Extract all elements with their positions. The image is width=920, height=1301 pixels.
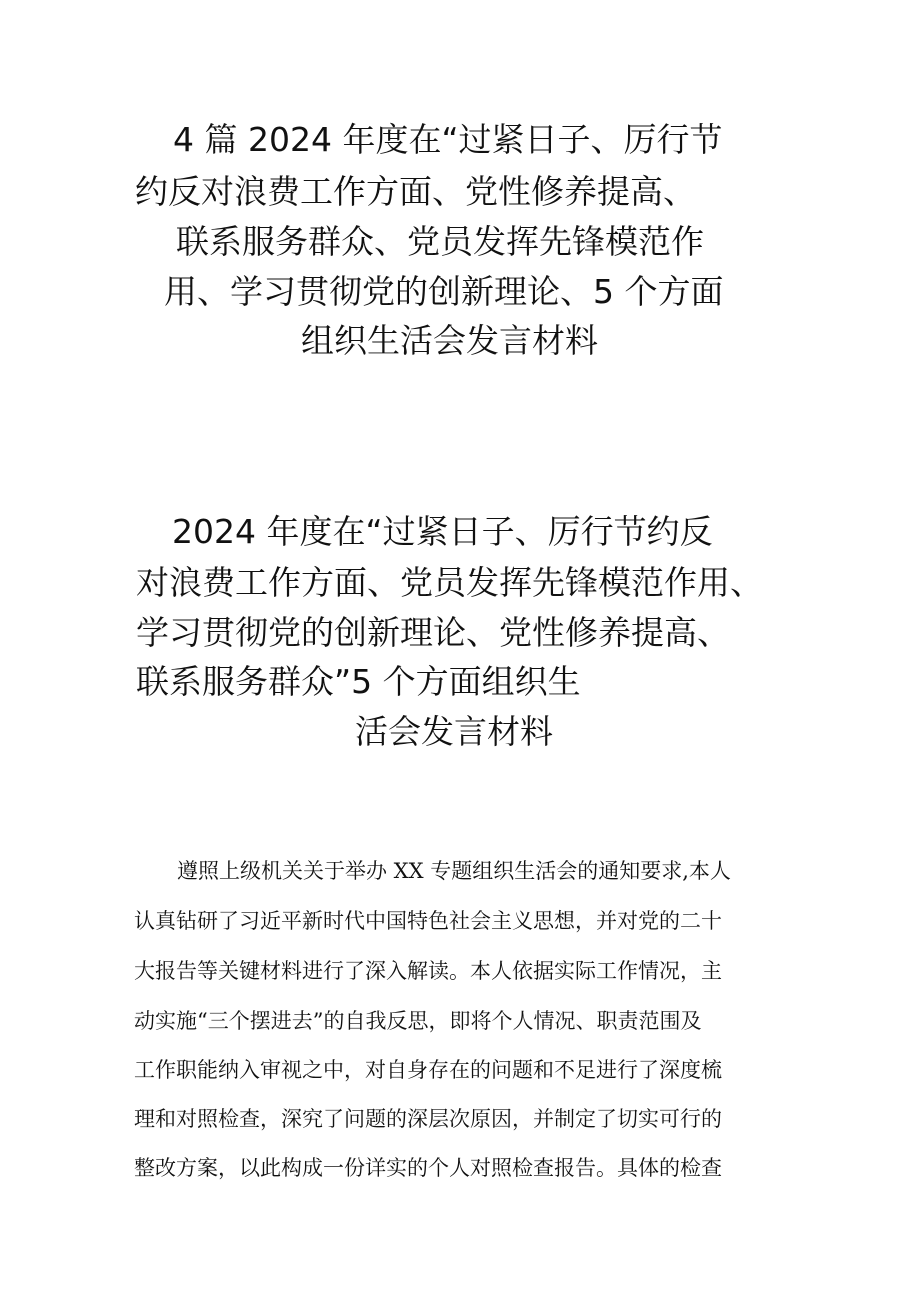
title-2-line: 学习贯彻党的创新理论、党性修养提高、 [136,613,730,652]
title-2-line: 2024 年度在“过紧日子、厉行节约反 [172,512,713,551]
title-2-line: 对浪费工作方面、党员发挥先锋模范作用、 [136,563,763,602]
body-line: 遵照上级机关关于举办 XX 专题组织生活会的通知要求,本人 [177,859,731,883]
title-2-line: 活会发言材料 [355,712,553,751]
body-line: 动实施“三个摆进去”的自我反思，即将个人情况、职责范围及 [134,1009,702,1033]
title-2-line: 联系服务群众”5 个方面组织生 [136,662,581,701]
title-1-line: 约反对浪费工作方面、党性修养提高、 [135,172,696,211]
body-line: 理和对照检查，深究了问题的深层次原因，并制定了切实可行的 [134,1107,722,1131]
title-1-line: 组织生活会发言材料 [301,321,598,360]
title-1-line: 联系服务群众、党员发挥先锋模范作 [176,222,704,261]
title-1-line: 用、学习贯彻党的创新理论、5 个方面 [164,272,724,311]
title-1-line: 4 篇 2024 年度在“过紧日子、厉行节 [173,120,723,159]
body-line: 大报告等关键材料进行了深入解读。本人依据实际工作情况，主 [134,959,722,983]
body-line: 工作职能纳入审视之中，对自身存在的问题和不足进行了深度梳 [134,1058,722,1082]
body-line: 认真钻研了习近平新时代中国特色社会主义思想，并对党的二十 [134,909,722,933]
body-line: 整改方案，以此构成一份详实的个人对照检查报告。具体的检查 [134,1156,722,1180]
